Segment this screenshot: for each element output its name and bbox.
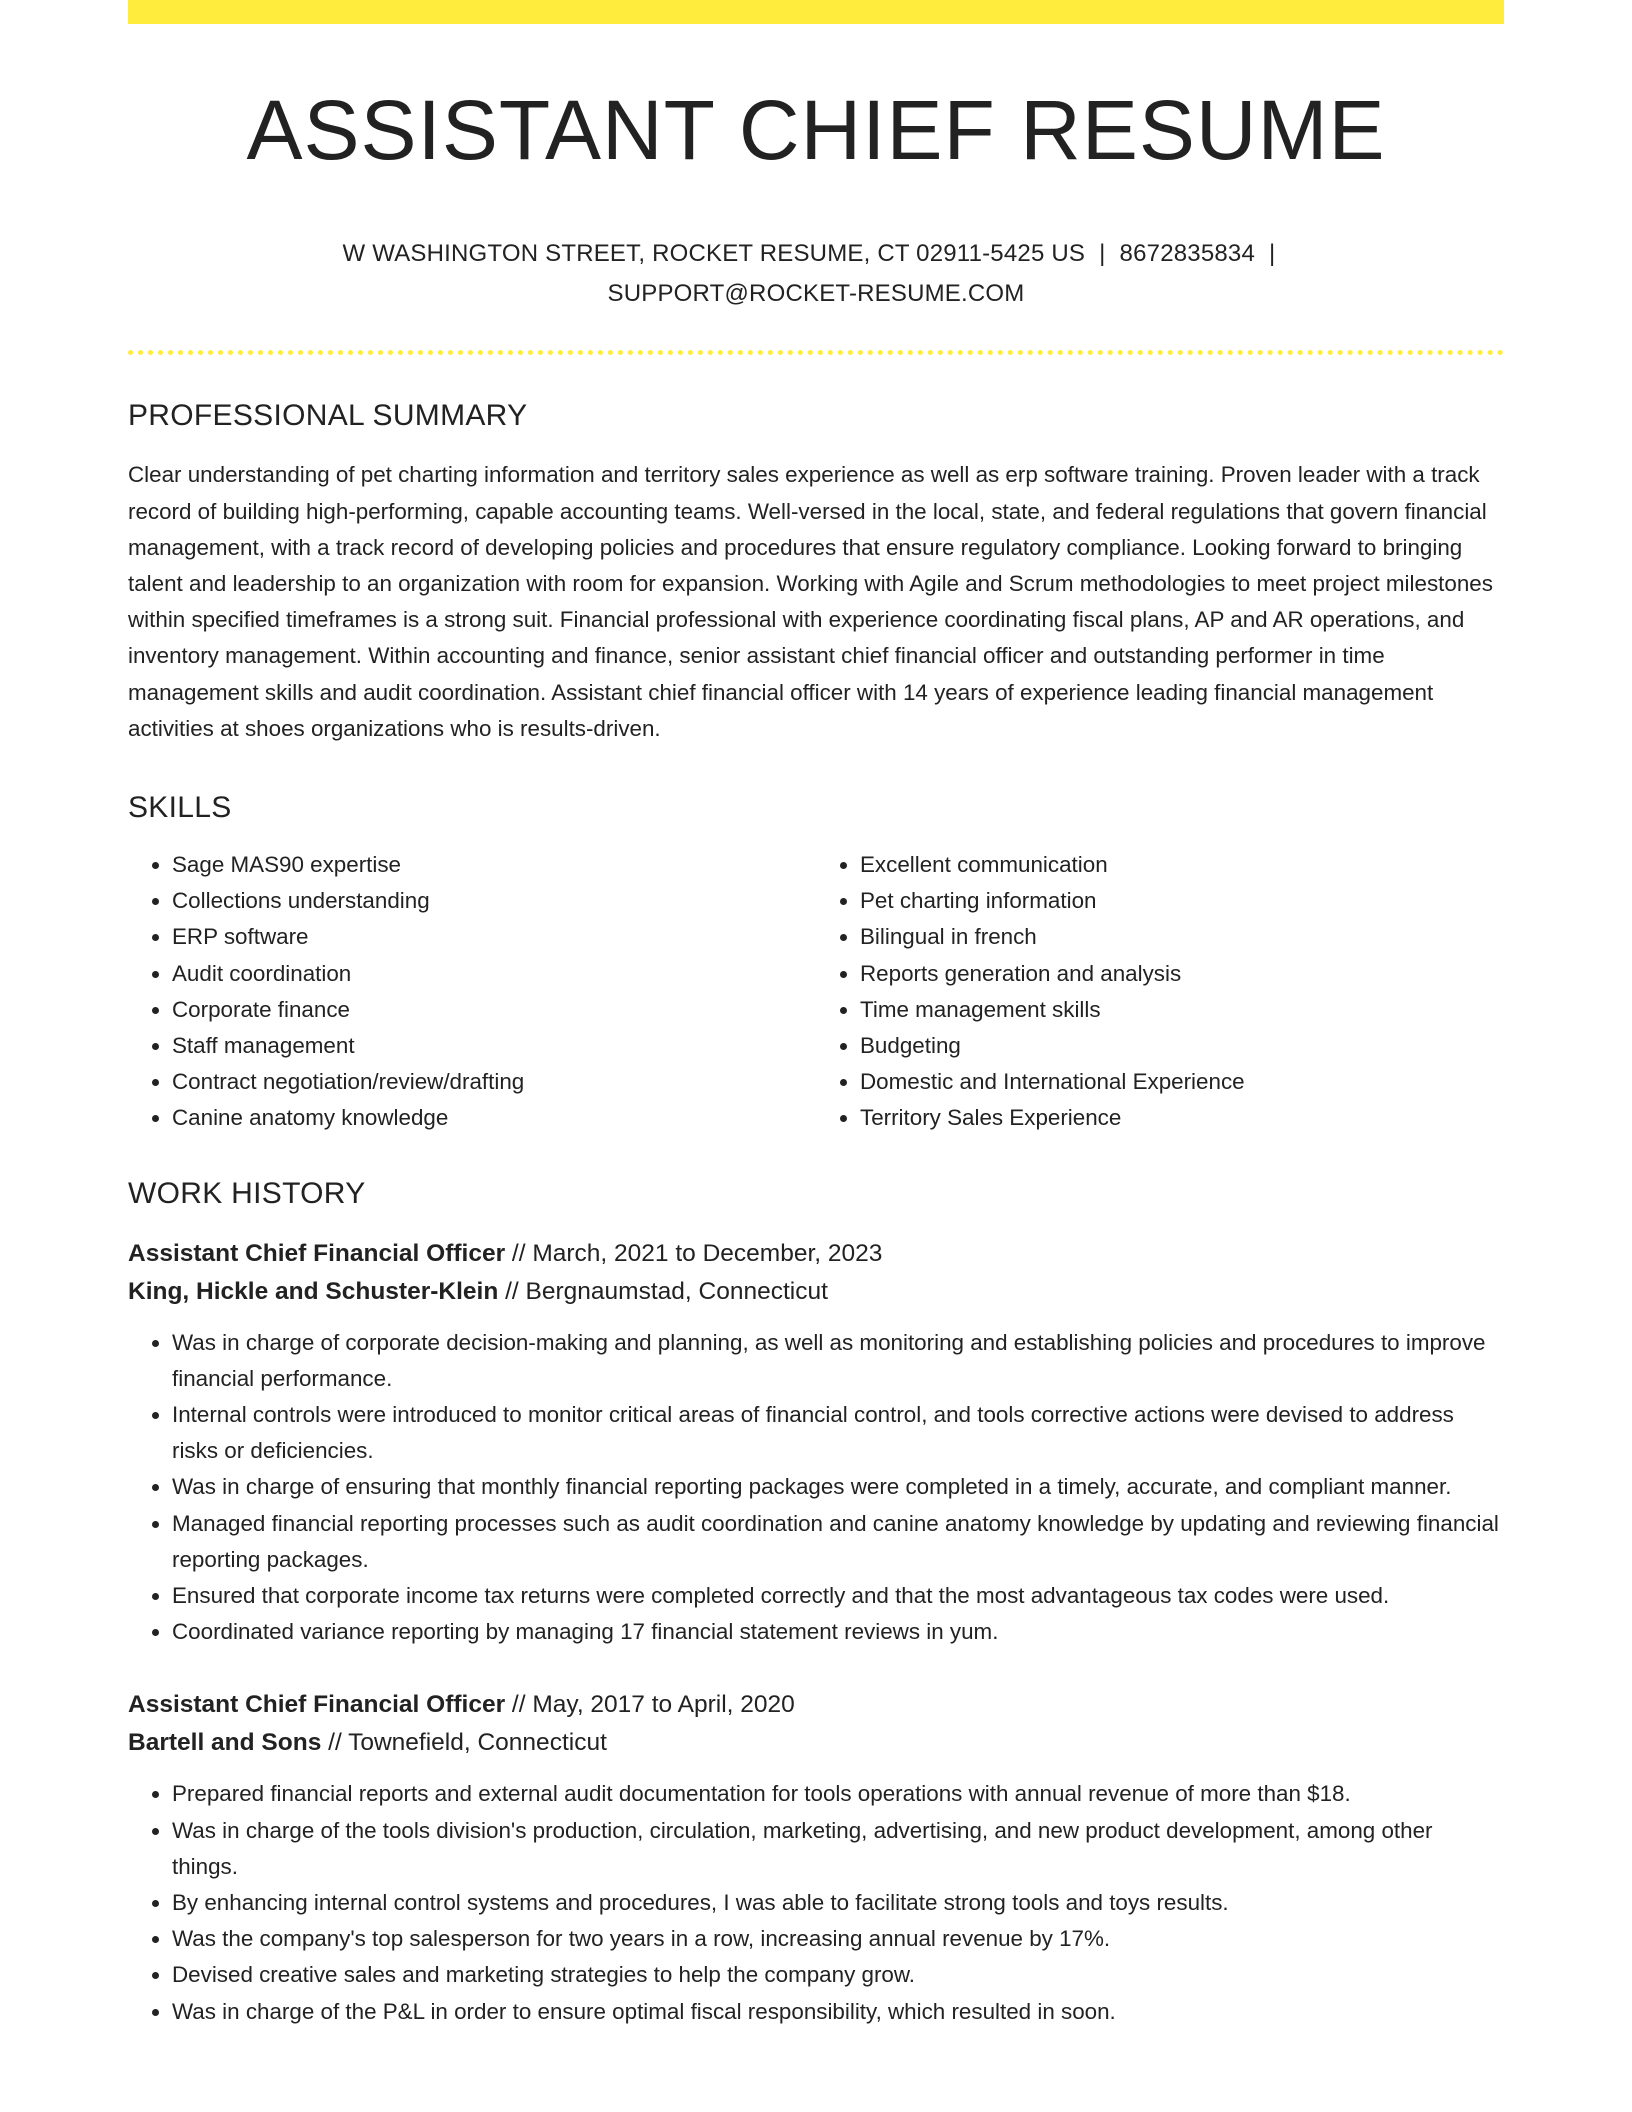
skill-item: • Domestic and International Experience [860, 1064, 1504, 1100]
job-bullet: • Coordinated variance reporting by managing 17 financial statement reviews in yum. [172, 1614, 1504, 1650]
job-title-line [128, 1235, 1504, 1273]
contact-info [128, 234, 1504, 314]
job-bullet: • Internal controls were introduced to monitor critical areas of financial control, and tools corrective actions were devised to address risks or deficiencies. [172, 1397, 1504, 1469]
skill-item: • Contract negotiation/review/drafting [172, 1064, 816, 1100]
job-location: // Townefield, Connecticut [321, 1729, 607, 1757]
skills-section [128, 791, 1504, 1137]
work-history-heading: WORK HISTORY [128, 1176, 366, 1210]
job-bullet: • By enhancing internal control systems and procedures, I was able to facilitate strong tools and toys results. [172, 1885, 1504, 1921]
skill-item: • Reports generation and analysis [860, 956, 1504, 992]
dotted-divider [128, 350, 1504, 355]
job-company-line [128, 1273, 1504, 1311]
work-history-section [128, 1177, 1504, 2030]
skill-item: • Staff management [172, 1028, 816, 1064]
job-dates: // May, 2017 to April, 2020 [505, 1691, 795, 1719]
skill-item: • Collections understanding [172, 883, 816, 919]
summary-text: Clear understanding of pet charting information and territory sales experience as well as erp software training. Proven leader with a track record of building high-performing, capable accounting teams. Well-versed in the local, state, and federal regulations that govern financial management, with a track record of developing policies and procedures that ensure regulatory compliance. Looking forward to bringing talent and leadership to an organization with room for expansion. Working with Agile and Scrum methodologies to meet project milestones within specified timeframes is a strong suit. Financial professional with experience coordinating fiscal plans, AP and AR operations, and inventory management. Within accounting and finance, senior assistant chief financial officer and outstanding performer in time management skills and audit coordination. Assistant chief financial officer with 14 years of experience leading financial management activities at shoes organizations who is results-driven. [128, 462, 1493, 741]
skill-item: • Time management skills [860, 992, 1504, 1028]
skills-grid [128, 847, 1504, 1137]
job-bullet: • Was in charge of corporate decision-making and planning, as well as monitoring and establishing policies and procedures to improve financial performance. [172, 1325, 1504, 1397]
skills-left-list [128, 847, 816, 1137]
top-accent-bar [128, 0, 1504, 24]
job-bullets [128, 1776, 1504, 2029]
skill-item: • Budgeting [860, 1028, 1504, 1064]
job-bullet: • Was in charge of ensuring that monthly financial reporting packages were completed in a timely, accurate, and compliant manner. [172, 1469, 1504, 1505]
resume-page [128, 0, 1504, 2030]
job-bullet: • Was in charge of the tools division's production, circulation, marketing, advertising, and new product development, among other things. [172, 1813, 1504, 1885]
contact-separator: | [1269, 240, 1276, 268]
job-bullet: • Prepared financial reports and external audit documentation for tools operations with annual revenue of more than $18. [172, 1776, 1504, 1812]
job-bullets [128, 1325, 1504, 1651]
contact-address: W WASHINGTON STREET, ROCKET RESUME, CT 02911-5425 US [342, 240, 1086, 268]
contact-phone: 8672835834 [1119, 240, 1256, 268]
resume-title: ASSISTANT CHIEF RESUME [246, 83, 1386, 177]
job-bullet: • Devised creative sales and marketing strategies to help the company grow. [172, 1957, 1504, 1993]
job-company-line [128, 1724, 1504, 1762]
skill-item: • Sage MAS90 expertise [172, 847, 816, 883]
job-location: // Bergnaumstad, Connecticut [498, 1277, 828, 1305]
skill-item: • Excellent communication [860, 847, 1504, 883]
summary-heading: PROFESSIONAL SUMMARY [128, 399, 528, 433]
contact-separator: | [1099, 240, 1106, 268]
skill-item: • Corporate finance [172, 992, 816, 1028]
skill-item: • Canine anatomy knowledge [172, 1100, 816, 1136]
job-title-line [128, 1686, 1504, 1724]
skill-item: • Audit coordination [172, 956, 816, 992]
skills-heading: SKILLS [128, 791, 232, 825]
job-title: Assistant Chief Financial Officer [128, 1239, 506, 1267]
job-bullet: • Ensured that corporate income tax returns were completed correctly and that the most advantageous tax codes were used. [172, 1578, 1504, 1614]
summary-section [128, 399, 1504, 747]
skill-item: • Pet charting information [860, 883, 1504, 919]
job-bullet: • Managed financial reporting processes such as audit coordination and canine anatomy knowledge by updating and reviewing financial reporting packages. [172, 1506, 1504, 1578]
job-dates: // March, 2021 to December, 2023 [505, 1239, 883, 1267]
job-title: Assistant Chief Financial Officer [128, 1691, 506, 1719]
skill-item: • Bilingual in french [860, 919, 1504, 955]
job-bullet: • Was the company's top salesperson for two years in a row, increasing annual revenue by 17%. [172, 1921, 1504, 1957]
job-entry [128, 1686, 1504, 2029]
job-company: King, Hickle and Schuster-Klein [128, 1277, 499, 1305]
job-bullet: • Was in charge of the P&L in order to ensure optimal fiscal responsibility, which resulted in soon. [172, 1994, 1504, 2030]
skills-right-list [816, 847, 1504, 1137]
job-company: Bartell and Sons [128, 1729, 322, 1757]
job-entry [128, 1235, 1504, 1651]
contact-email: SUPPORT@ROCKET-RESUME.COM [607, 280, 1025, 308]
skill-item: • Territory Sales Experience [860, 1100, 1504, 1136]
skill-item: • ERP software [172, 919, 816, 955]
